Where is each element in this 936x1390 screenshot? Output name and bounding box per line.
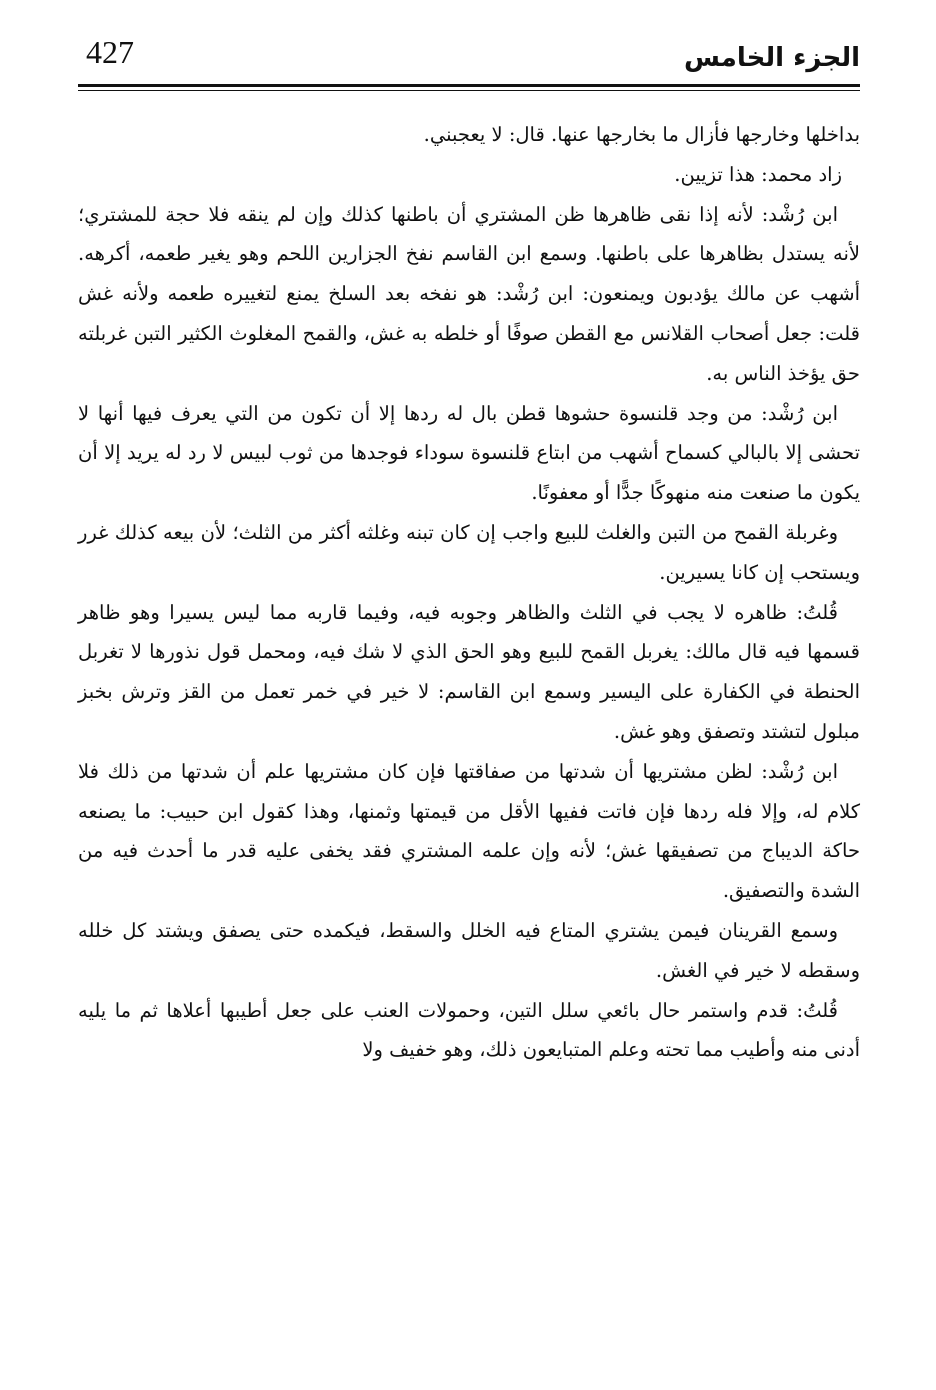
paragraph: قُلتُ: قدم واستمر حال بائعي سلل التين، وحمولات العنب على جعل أطيبها أعلاها ثم ما يليه أدنى منه وأطيب مما تحته وعلم المتبايعون ذلك، وهو خفيف ولا bbox=[78, 998, 860, 1062]
header-rule-thick bbox=[78, 84, 860, 87]
paragraph: زاد محمد: هذا تزيين. bbox=[674, 162, 842, 186]
page-number: 427 bbox=[86, 34, 134, 70]
paragraph: ابن رُشْد: لظن مشتريها أن شدتها من صفاقتها فإن كان مشتريها علم أن شدتها من ذلك فلا كلام له، وإلا فله ردها فإن فاتت ففيها الأقل من قيمتها وثمنها، وهذا كقول ابن حبيب: ما يصنعه حاكة الديباج من تصفيقها غش؛ لأنه وإن علمه المشتري فقد يخفى عليه قدر ما أحدث فيه من الشدة والتصفيق. bbox=[78, 759, 860, 903]
paragraph: بداخلها وخارجها فأزال ما بخارجها عنها. قال: لا يعجبني. bbox=[423, 123, 860, 146]
paragraph: قُلتُ: ظاهره لا يجب في الثلث والظاهر وجوبه فيه، وفيما قاربه مما ليس يسيرا وهو ظاهر قسمها فيه قال مالك: يغربل القمح للبيع وهو الحق الذي لا شك فيه، ومحمل قول نذورها لا تغربل الحنطة في الكفارة على اليسير وسمع ابن القاسم: لا خير في خمر تعمل من القز وترش بخبز مبلول لتشتد وتصفق وهو غش. bbox=[78, 600, 860, 743]
running-title: الجزء الخامس bbox=[684, 43, 860, 73]
book-page bbox=[78, 28, 860, 1070]
paragraph: ابن رُشْد: من وجد قلنسوة حشوها قطن بال له ردها إلا أن تكون من التي يعرف فيها أنها لا تحشى إلا بالبالي كسماح أشهب من ابتاع قلنسوة سوداء فوجدها من ثوب لبيس لا رد له يريد إلا أن يكون ما صنعت منه منهوكًا جدًّا أو معفونًا. bbox=[78, 401, 860, 505]
paragraph: وسمع القرينان فيمن يشتري المتاع فيه الخلل والسقط، فيكمده حتى يصفق ويشتد كل خلله وسقطه لا خير في الغش. bbox=[78, 918, 860, 982]
paragraph: وغربلة القمح من التبن والغلث للبيع واجب إن كان تبنه وغلثه أكثر من الثلث؛ لأن بيعه كذلك غرر ويستحب إن كانا يسيرين. bbox=[78, 520, 860, 584]
page-body bbox=[78, 115, 860, 1070]
header-rule-thin bbox=[78, 90, 860, 91]
page-header bbox=[78, 28, 860, 82]
paragraph: ابن رُشْد: لأنه إذا نقى ظاهرها ظن المشتري أن باطنها كذلك وإن لم ينقه فلا حجة للمشتري؛ لأنه يستدل بظاهرها على باطنها. وسمع ابن القاسم نفخ الجزارين اللحم وهو يغير طعمه، أكرهه. أشهب عن مالك يؤدبون ويمنعون: ابن رُشْد: هو نفخه بعد السلخ يمنع لتغييره طعمه ولأنه غش قلت: جعل أصحاب القلانس مع القطن صوفًا أو خلطه به غش، والقمح المغلوث الكثير التبن غربلته حق يؤخذ الناس به. bbox=[78, 202, 860, 385]
